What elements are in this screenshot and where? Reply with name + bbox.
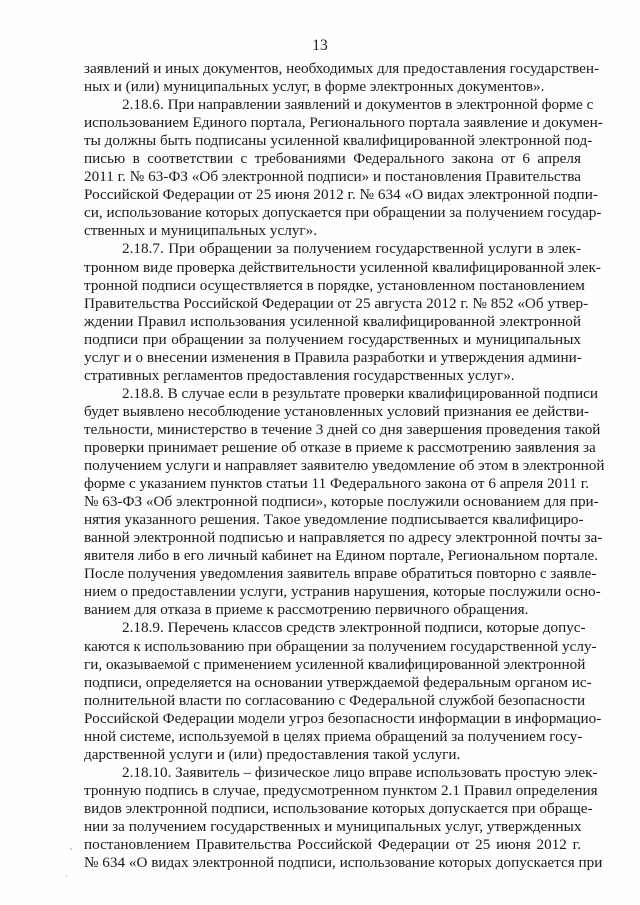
text-line: постановлением Правительства Российской Федерации от 25 июня 2012 г. xyxy=(84,836,581,854)
text-line: нии за получением государственных и муниципальных услуг, утвержденных xyxy=(84,817,582,835)
text-line: полнительной власти по согласованию с Федеральной службой безопасности xyxy=(84,691,586,709)
text-line: 2.18.10. Заявитель – физическое лицо вправе использовать простую элек- xyxy=(122,763,598,781)
text-line: ных и (или) муниципальных услуг, в форме электронных документов». xyxy=(84,78,545,96)
text-line: нной системе, используемой в целях приема обращений за получением госу- xyxy=(84,727,583,745)
text-line: 2.18.6. При направлении заявлений и документов в электронной форме с xyxy=(122,96,594,114)
text-line: ственных и муниципальных услуг». xyxy=(84,222,318,240)
text-line: № 63-ФЗ «Об электронной подписи», которые послужили основанием для при- xyxy=(84,493,599,511)
text-line: явителя либо в его личный кабинет на Едином портале, Региональном портале. xyxy=(84,547,599,565)
text-line: ванием для отказа в приеме к рассмотрению первичного обращения. xyxy=(84,601,529,619)
text-line: тронной подписи осуществляется в порядке, установленном постановлением xyxy=(84,276,585,294)
text-line: подписи при обращении за получением государственных и муниципальных xyxy=(84,330,581,348)
text-line: Российской Федерации модели угроз безопасности информации в информацио- xyxy=(84,709,602,727)
text-line: 2.18.7. При обращении за получением государственной услуги в элек- xyxy=(122,240,581,258)
paragraph-2-18-6 xyxy=(84,96,603,240)
text-line: писью в соответствии с требованиями Федерального закона от 6 апреля xyxy=(84,150,581,168)
text-line: После получения уведомления заявитель вправе обратиться повторно с заявле- xyxy=(84,565,597,583)
text-line: тельности, министерство в течение 3 дней со дня завершения проведения такой xyxy=(84,420,601,438)
paragraph-continuation xyxy=(84,60,600,96)
paragraph-2-18-10 xyxy=(84,763,603,872)
scan-speck xyxy=(66,875,67,877)
page-number: 13 xyxy=(312,37,328,54)
text-line: каются к использованию при обращении за получением государственной услу- xyxy=(84,637,597,655)
text-line: нятия указанного решения. Такое уведомление подписывается квалифициро- xyxy=(84,511,584,529)
text-line: нием о предоставлении услуги, устранив нарушения, которые послужили осно- xyxy=(84,583,601,601)
text-line: использованием Единого портала, Регионального портала заявление и докумен- xyxy=(84,114,603,132)
document-body xyxy=(84,60,605,872)
text-line: Правительства Российской Федерации от 25 августа 2012 г. № 852 «Об утвер- xyxy=(84,294,589,312)
text-line: Российской Федерации от 25 июня 2012 г. № 634 «О видах электронной подпи- xyxy=(84,186,598,204)
paragraph-2-18-8 xyxy=(84,384,605,620)
text-line: ги, оказываемой с применением усиленной квалифицированной электронной xyxy=(84,655,586,673)
text-line: видов электронной подписи, использование которых допускается при обраще- xyxy=(84,799,593,817)
text-line: получением услуги и направляет заявителю уведомление об этом в электронной xyxy=(84,457,605,475)
text-line: проверки принимает решение об отказе в приеме к рассмотрению заявления за xyxy=(84,438,596,456)
text-line: ты должны быть подписаны усиленной квалифицированной электронной под- xyxy=(84,132,593,150)
text-line: № 634 «О видах электронной подписи, использование которых допускается при xyxy=(84,854,603,872)
text-line: дарственной услуги и (или) предоставления такой услуги. xyxy=(84,745,461,763)
scan-speck xyxy=(70,848,72,850)
text-line: тронном виде проверка действительности усиленной квалифицированной элек- xyxy=(84,258,601,276)
text-line: будет выявлено несоблюдение установленных условий признания ее действи- xyxy=(84,402,590,420)
paragraph-2-18-9 xyxy=(84,619,602,763)
text-line: услуг и о внесении изменения в Правила разработки и утверждения админи- xyxy=(84,348,582,366)
text-line: си, использование которых допускается при обращении за получением государ- xyxy=(84,204,602,222)
text-line: 2.18.8. В случае если в результате проверки квалифицированной подписи xyxy=(122,384,599,402)
text-line: тронную подпись в случае, предусмотренном пунктом 2.1 Правил определения xyxy=(84,781,598,799)
paragraph-2-18-7 xyxy=(84,240,601,384)
text-line: заявлений и иных документов, необходимых для предоставления государствен- xyxy=(84,60,600,77)
text-line: подписи, определяется на основании утверждаемой федеральным органом ис- xyxy=(84,673,592,691)
text-line: 2.18.9. Перечень классов средств электронной подписи, которые допус- xyxy=(122,619,586,637)
text-line: 2011 г. № 63-ФЗ «Об электронной подписи» и постановления Правительства xyxy=(84,168,581,186)
text-line: форме с указанием пунктов статьи 11 Федерального закона от 6 апреля 2011 г. xyxy=(84,475,590,493)
text-line: стративных регламентов предоставления государственных услуг». xyxy=(84,366,515,384)
text-line: ждении Правил использования усиленной квалифицированной электронной xyxy=(84,312,581,330)
text-line: ванной электронной подписью и направляется по адресу электронной почты за- xyxy=(84,529,603,547)
